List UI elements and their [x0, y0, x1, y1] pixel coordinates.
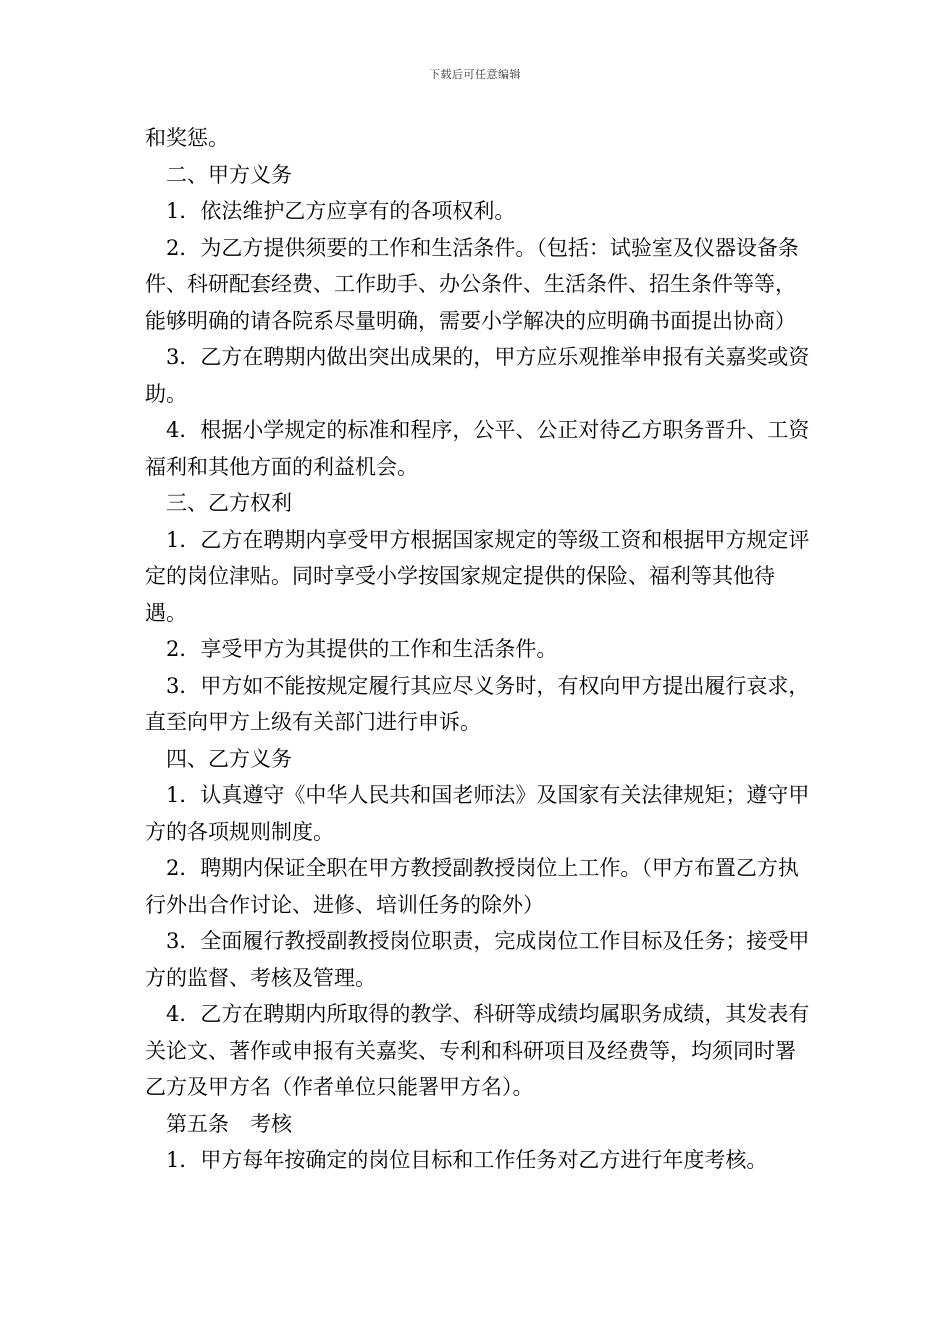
article-heading-assessment: 第五条 考核: [166, 1111, 292, 1136]
document-body: [145, 120, 810, 1179]
section-heading-party-b-obligations: 四、乙方义务: [166, 746, 292, 771]
paragraph-11: 1．认真遵守《中华人民共和国老师法》及国家有关法律规矩；遵守甲方的各项规则制度。: [145, 783, 810, 844]
page-header: 下载后可任意编辑: [429, 68, 521, 81]
paragraph-3: 2．为乙方提供须要的工作和生活条件。（包括：试验室及仪器设备条件、科研配套经费、工作助手、办公条件、生活条件、招生条件等等，能够明确的请各院系尽量明确，需要小学解决的应明确书面提出协商）: [145, 235, 799, 333]
paragraph-14: 4．乙方在聘期内所取得的教学、科研等成绩均属职务成绩，其发表有关论文、著作或申报有关嘉奖、专利和科研项目及经费等，均须同时署乙方及甲方名（作者单位只能署甲方名）。: [145, 1002, 810, 1099]
paragraph-2: 1．依法维护乙方应享有的各项权利。: [166, 199, 516, 223]
section-heading-party-b-rights: 三、乙方权利: [166, 491, 292, 515]
paragraph-9: 3．甲方如不能按规定履行其应尽义务时，有权向甲方提出履行哀求，直至向甲方上级有关部门进行申诉。: [145, 673, 810, 734]
paragraph-13: 3．全面履行教授副教授岗位职责，完成岗位工作目标及任务；接受甲方的监督、考核及管理。: [145, 929, 810, 990]
paragraph-5: 4．根据小学规定的标准和程序，公平、公正对待乙方职务晋升、工资福利和其他方面的利益机会。: [145, 418, 810, 479]
paragraph-8: 2．享受甲方为其提供的工作和生活条件。: [166, 637, 558, 661]
paragraph-7: 1．乙方在聘期内享受甲方根据国家规定的等级工资和根据甲方规定评定的岗位津贴。同时享受小学按国家规定提供的保险、福利等其他待遇。: [145, 527, 810, 625]
paragraph-0: 和奖惩。: [145, 126, 229, 150]
paragraph-4: 3．乙方在聘期内做出突出成果的，甲方应乐观推举申报有关嘉奖或资助。: [145, 345, 810, 406]
section-heading-party-a-obligations: 二、甲方义务: [166, 162, 292, 187]
paragraph-12: 2．聘期内保证全职在甲方教授副教授岗位上工作。（甲方布置乙方执行外出合作讨论、进修、培训任务的除外）: [145, 856, 799, 917]
paragraph-16: 1．甲方每年按确定的岗位目标和工作任务对乙方进行年度考核。: [166, 1148, 768, 1172]
